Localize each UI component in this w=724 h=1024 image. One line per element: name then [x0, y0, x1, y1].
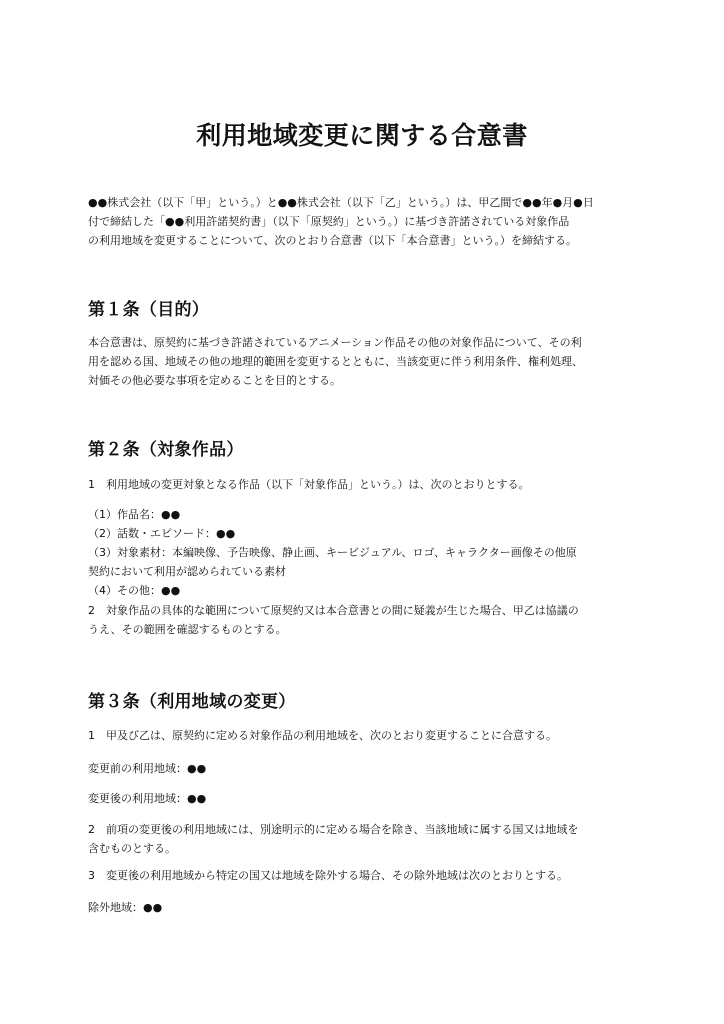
excluded-region: 除外地域：●●: [88, 901, 163, 914]
list-item: 契約において利用が認められている素材: [88, 565, 286, 578]
article-1-heading: 第１条（目的）: [88, 300, 210, 320]
article-3-clause-2: [88, 820, 636, 858]
article-1-body: [88, 333, 636, 390]
preamble-line: ●●株式会社（以下「甲」という。）と●●株式会社（以下「乙」という。）は、甲乙間で●●年●月●日: [88, 196, 594, 209]
article-2-heading: 第２条（対象作品）: [88, 440, 244, 460]
list-item: （2）話数・エピソード：●●: [88, 527, 236, 540]
article-3-clause-2-line: 含むものとする。: [88, 842, 176, 855]
region-after: 変更後の利用地域：●●: [88, 792, 207, 805]
article-3-heading: 第３条（利用地域の変更）: [88, 692, 296, 712]
article-3-clause-2-line: 2 前項の変更後の利用地域には、別途明示的に定める場合を除き、当該地域に属する国又は地域を: [88, 823, 579, 836]
article-1-line: 対価その他必要な事項を定めることを目的とする。: [88, 374, 341, 387]
preamble-paragraph: [88, 193, 636, 250]
article-2-items: [88, 505, 636, 600]
document-title: 利用地域変更に関する合意書: [196, 121, 528, 150]
list-item: （1）作品名：●●: [88, 508, 181, 521]
article-3-clause-1: 1 甲及び乙は、原契約に定める対象作品の利用地域を、次のとおり変更することに合意する。: [88, 729, 557, 742]
article-2-clause-2-line: うえ、その範囲を確認するものとする。: [88, 623, 287, 636]
article-2-clause-2: [88, 601, 636, 639]
article-2-clause-2-line: 2 対象作品の具体的な範囲について原契約又は本合意書との間に疑義が生じた場合、甲乙は協議の: [88, 604, 579, 617]
preamble-line: 付で締結した「●●利用許諾契約書」（以下「原契約」という。）に基づき許諾されている対象作品: [88, 215, 570, 228]
preamble-line: の利用地域を変更することについて、次のとおり合意書（以下「本合意書」という。）を締結する。: [88, 234, 578, 247]
region-before: 変更前の利用地域：●●: [88, 762, 207, 775]
list-item: （3）対象素材：本編映像、予告映像、静止画、キービジュアル、ロゴ、キャラクター画像その他原: [88, 546, 577, 559]
article-3-clause-3: 3 変更後の利用地域から特定の国又は地域を除外する場合、その除外地域は次のとおりとする。: [88, 869, 568, 882]
article-1-line: 用を認める国、地域その他の地理的範囲を変更するとともに、当該変更に伴う利用条件、権利処理、: [88, 355, 583, 368]
article-1-line: 本合意書は、原契約に基づき許諾されているアニメーション作品その他の対象作品について、その利: [88, 336, 582, 349]
article-2-clause-1: 1 利用地域の変更対象となる作品（以下「対象作品」という。）は、次のとおりとする。: [88, 478, 530, 491]
list-item: （4）その他：●●: [88, 584, 181, 597]
